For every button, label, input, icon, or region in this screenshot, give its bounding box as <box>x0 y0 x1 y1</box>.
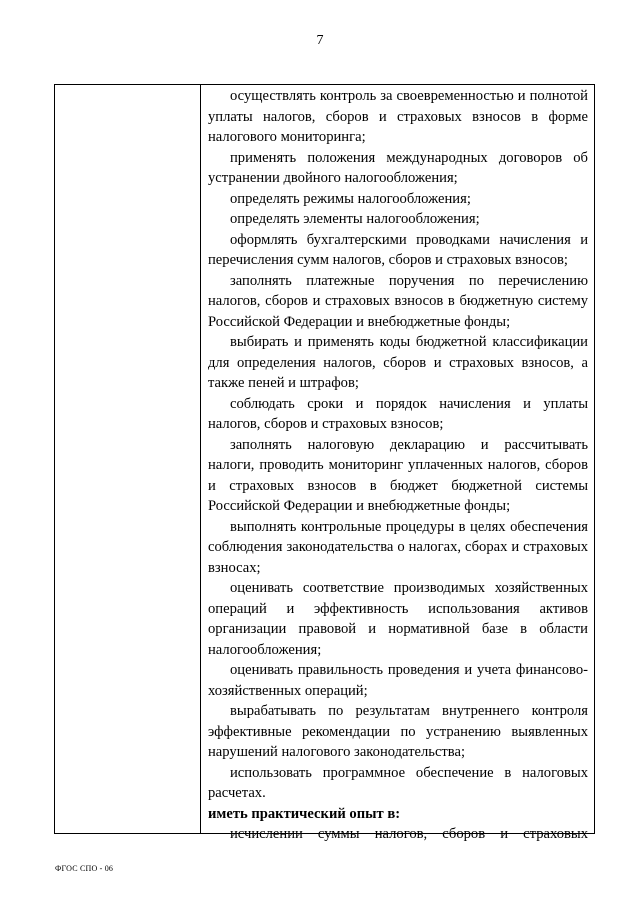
content-table <box>54 84 595 842</box>
list-item: определять элементы налогообложения; <box>230 211 480 227</box>
list-item: оценивать правильность проведения и учета финансово-хозяйственных операций; <box>208 662 588 699</box>
list-item: заполнять налоговую декларацию и рассчитывать налоги, проводить мониторинг уплаченных налогов, сборов и страховых взносов в бюджет бюджетной системы Российской Федерации и внебюджетные фонды; <box>208 436 588 514</box>
list-item: оценивать соответствие производимых хозяйственных операций и эффективность использования активов организации правовой и нормативной базе в области налогообложения; <box>208 580 588 658</box>
list-item: выполнять контрольные процедуры в целях обеспечения соблюдения законодательства о налогах, сборах и страховых взносах; <box>208 518 588 576</box>
table-left-column <box>55 85 201 833</box>
list-item: осуществлять контроль за своевременностью и полнотой уплаты налогов, сборов и страховых взносов в форме налогового мониторинга; <box>208 88 588 145</box>
list-item: соблюдать сроки и порядок начисления и уплаты налогов, сборов и страховых взносов; <box>208 395 588 432</box>
table-right-column <box>201 85 594 842</box>
page-number: 7 <box>316 33 324 48</box>
list-item: определять режимы налогообложения; <box>230 190 471 207</box>
list-item: применять положения международных договоров об устранении двойного налогообложения; <box>208 149 588 186</box>
list-item: выбирать и применять коды бюджетной классификации для определения налогов, сборов и страховых взносов, а также пеней и штрафов; <box>208 334 588 391</box>
list-item: оформлять бухгалтерскими проводками начисления и перечисления сумм налогов, сборов и страховых взносов; <box>208 231 588 268</box>
list-item-continued: исчислении суммы налогов, сборов и страховых <box>230 826 588 842</box>
list-item: использовать программное обеспечение в налоговых расчетах. <box>208 764 588 801</box>
list-item: заполнять платежные поручения по перечислению налогов, сборов и страховых взносов в бюджетную систему Российской Федерации и внебюджетные фонды; <box>208 272 588 330</box>
section-heading: иметь практический опыт в: <box>208 805 401 822</box>
footer-code: ФГОС СПО - 06 <box>55 864 114 873</box>
list-item: вырабатывать по результатам внутреннего контроля эффективные рекомендации по устранению выявленных нарушений налогового законодательства; <box>208 703 588 760</box>
